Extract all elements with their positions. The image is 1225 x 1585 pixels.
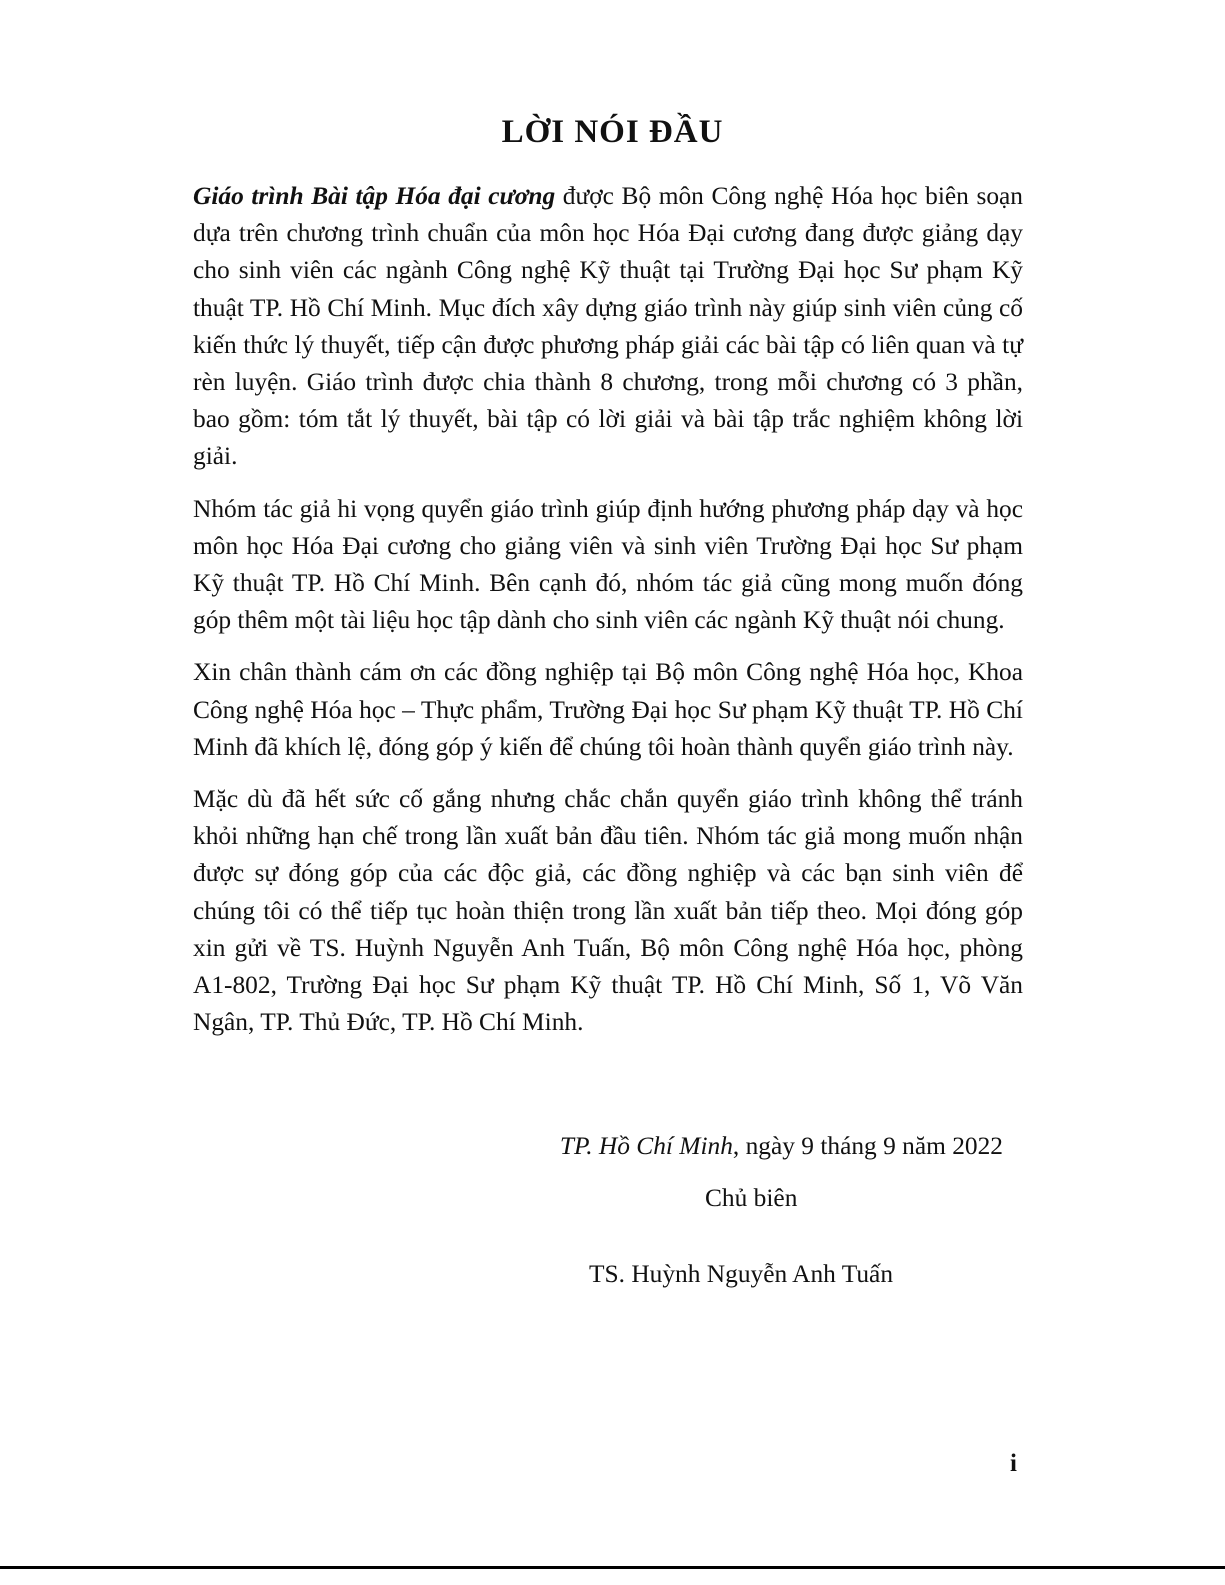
signature-place: TP. Hồ Chí Minh	[559, 1132, 733, 1160]
paragraph-1	[193, 178, 1023, 476]
page-title: LỜI NÓI ĐẦU	[501, 114, 724, 150]
signature-date-line	[560, 1128, 1003, 1165]
paragraph-3: Xin chân thành cám ơn các đồng nghiệp tại Bộ môn Công nghệ Hóa học, Khoa Công nghệ Hóa học – Thực phẩm, Trường Đại học Sư phạm Kỹ thuật TP. Hồ Chí Minh đã khích lệ, đóng góp ý kiến để chúng tôi hoàn thành quyển giáo trình này.	[193, 658, 1023, 761]
signature-role: Chủ biên	[705, 1184, 798, 1212]
page-number: i	[1010, 1450, 1017, 1477]
bottom-rule	[0, 1566, 1225, 1569]
paragraph-2: Nhóm tác giả hi vọng quyển giáo trình giúp định hướng phương pháp dạy và học môn học Hóa Đại cương cho giảng viên và sinh viên Trường Đại học Sư phạm Kỹ thuật TP. Hồ Chí Minh. Bên cạnh đó, nhóm tác giả cũng mong muốn đóng góp thêm một tài liệu học tập dành cho sinh viên các ngành Kỹ thuật nói chung.	[193, 494, 1023, 635]
paragraph-1-lead: Giáo trình Bài tập Hóa đại cương	[193, 182, 556, 210]
signature-name: TS. Huỳnh Nguyễn Anh Tuấn	[589, 1260, 894, 1288]
preface-body	[193, 178, 1023, 1056]
paragraph-4: Mặc dù đã hết sức cố gắng nhưng chắc chắn quyển giáo trình không thể tránh khỏi những hạn chế trong lần xuất bản đầu tiên. Nhóm tác giả mong muốn nhận được sự đóng góp của các độc giả, các đồng nghiệp và các bạn sinh viên để chúng tôi có thể tiếp tục hoàn thiện trong lần xuất bản tiếp theo. Mọi đóng góp xin gửi về TS. Huỳnh Nguyễn Anh Tuấn, Bộ môn Công nghệ Hóa học, phòng A1-802, Trường Đại học Sư phạm Kỹ thuật TP. Hồ Chí Minh, Số 1, Võ Văn Ngân, TP. Thủ Đức, TP. Hồ Chí Minh.	[193, 785, 1023, 1037]
paragraph-1-text: được Bộ môn Công nghệ Hóa học biên soạn dựa trên chương trình chuẩn của môn học Hóa Đại cương đang được giảng dạy cho sinh viên các ngành Công nghệ Kỹ thuật tại Trường Đại học Sư phạm Kỹ thuật TP. Hồ Chí Minh. Mục đích xây dựng giáo trình này giúp sinh viên củng cố kiến thức lý thuyết, tiếp cận được phương pháp giải các bài tập có liên quan và tự rèn luyện. Giáo trình được chia thành 8 chương, trong mỗi chương có 3 phần, bao gồm: tóm tắt lý thuyết, bài tập có lời giải và bài tập trắc nghiệm không lời giải.	[193, 182, 1023, 471]
signature-date: , ngày 9 tháng 9 năm 2022	[732, 1132, 1003, 1160]
